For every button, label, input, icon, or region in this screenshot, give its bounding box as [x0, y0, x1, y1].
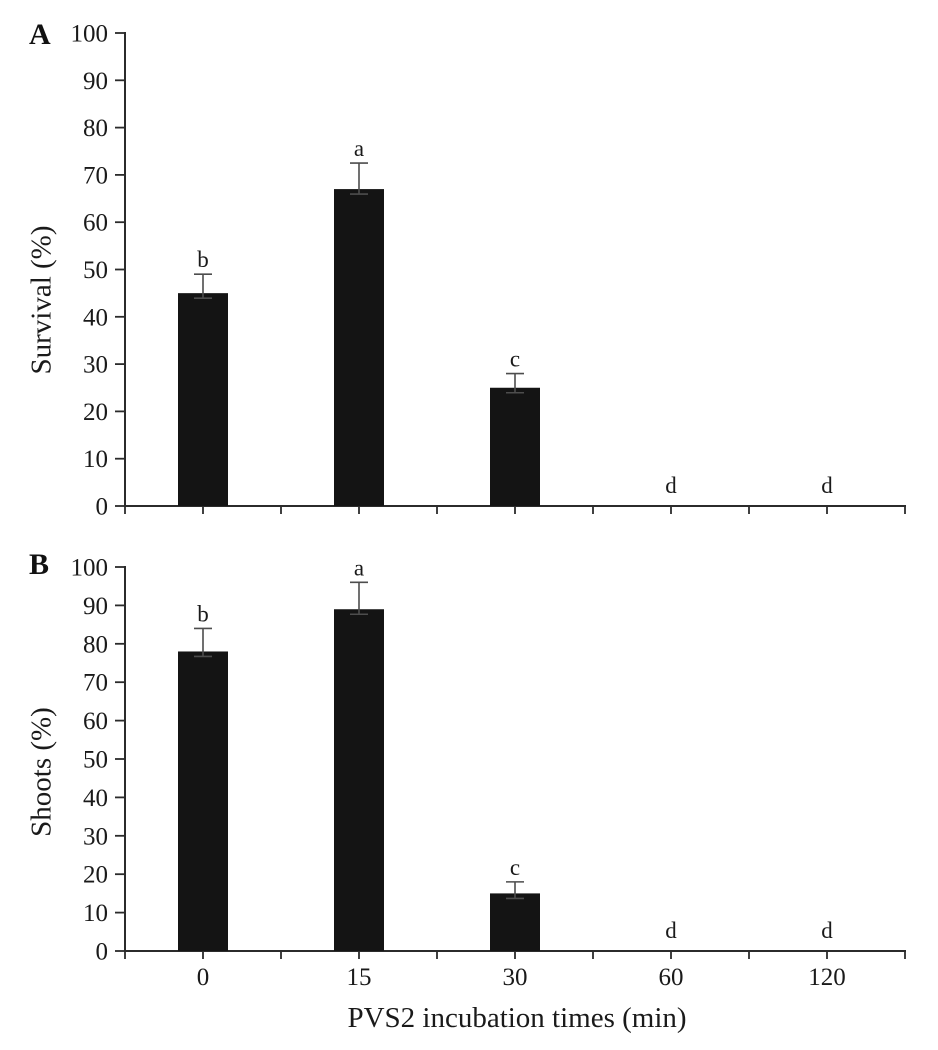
y-tick-label: 50 [83, 257, 108, 284]
x-tick-label: 120 [808, 964, 846, 991]
panel-b-label: B [29, 548, 50, 581]
sig-letter: c [509, 854, 521, 880]
y-tick-label: 100 [70, 554, 108, 582]
y-tick-label: 70 [83, 162, 108, 190]
y-tick-label: 100 [70, 20, 108, 48]
bar [490, 893, 540, 951]
x-tick-label: 60 [658, 964, 684, 991]
bar [334, 189, 384, 506]
y-tick-label: 80 [83, 631, 108, 659]
x-tick-label: 0 [196, 964, 210, 991]
y-tick-label: 0 [95, 938, 108, 966]
panel-a-label: A [29, 18, 51, 51]
y-tick-label: 10 [83, 900, 108, 928]
sig-letter: a [353, 136, 365, 162]
y-tick-label: 90 [83, 67, 108, 95]
y-tick-label: 60 [83, 209, 108, 237]
x-tick-label: 15 [346, 964, 372, 991]
y-tick-label: 70 [83, 669, 108, 697]
y-axis-title-shoots: Shoots (%) [25, 707, 58, 837]
y-tick-label: 20 [83, 398, 108, 426]
sig-letter: c [509, 346, 521, 372]
sig-letter: b [197, 247, 209, 273]
bar [490, 388, 540, 506]
y-tick-label: 40 [83, 784, 108, 812]
y-tick-label: 60 [83, 708, 108, 736]
sig-letter: b [197, 601, 209, 627]
y-tick-label: 0 [95, 493, 108, 521]
bar [178, 293, 228, 506]
panel-B [71, 555, 907, 992]
y-tick-label: 80 [83, 115, 108, 143]
sig-letter: a [353, 555, 365, 581]
y-axis-title-survival: Survival (%) [25, 225, 58, 375]
bar [178, 651, 228, 951]
sig-letter: d [821, 473, 833, 498]
y-tick-label: 10 [83, 446, 108, 474]
bar [334, 609, 384, 951]
y-tick-label: 20 [83, 861, 108, 889]
y-tick-label: 90 [83, 592, 108, 620]
x-tick-label: 30 [502, 964, 528, 991]
x-axis-title: PVS2 incubation times (min) [347, 1002, 687, 1034]
y-tick-label: 40 [83, 304, 108, 332]
y-tick-label: 30 [83, 823, 108, 851]
y-tick-label: 30 [83, 351, 108, 379]
sig-letter: d [665, 918, 677, 943]
sig-letter: d [821, 918, 833, 943]
panel-A [71, 21, 907, 521]
y-tick-label: 50 [83, 746, 108, 774]
sig-letter: d [665, 473, 677, 498]
